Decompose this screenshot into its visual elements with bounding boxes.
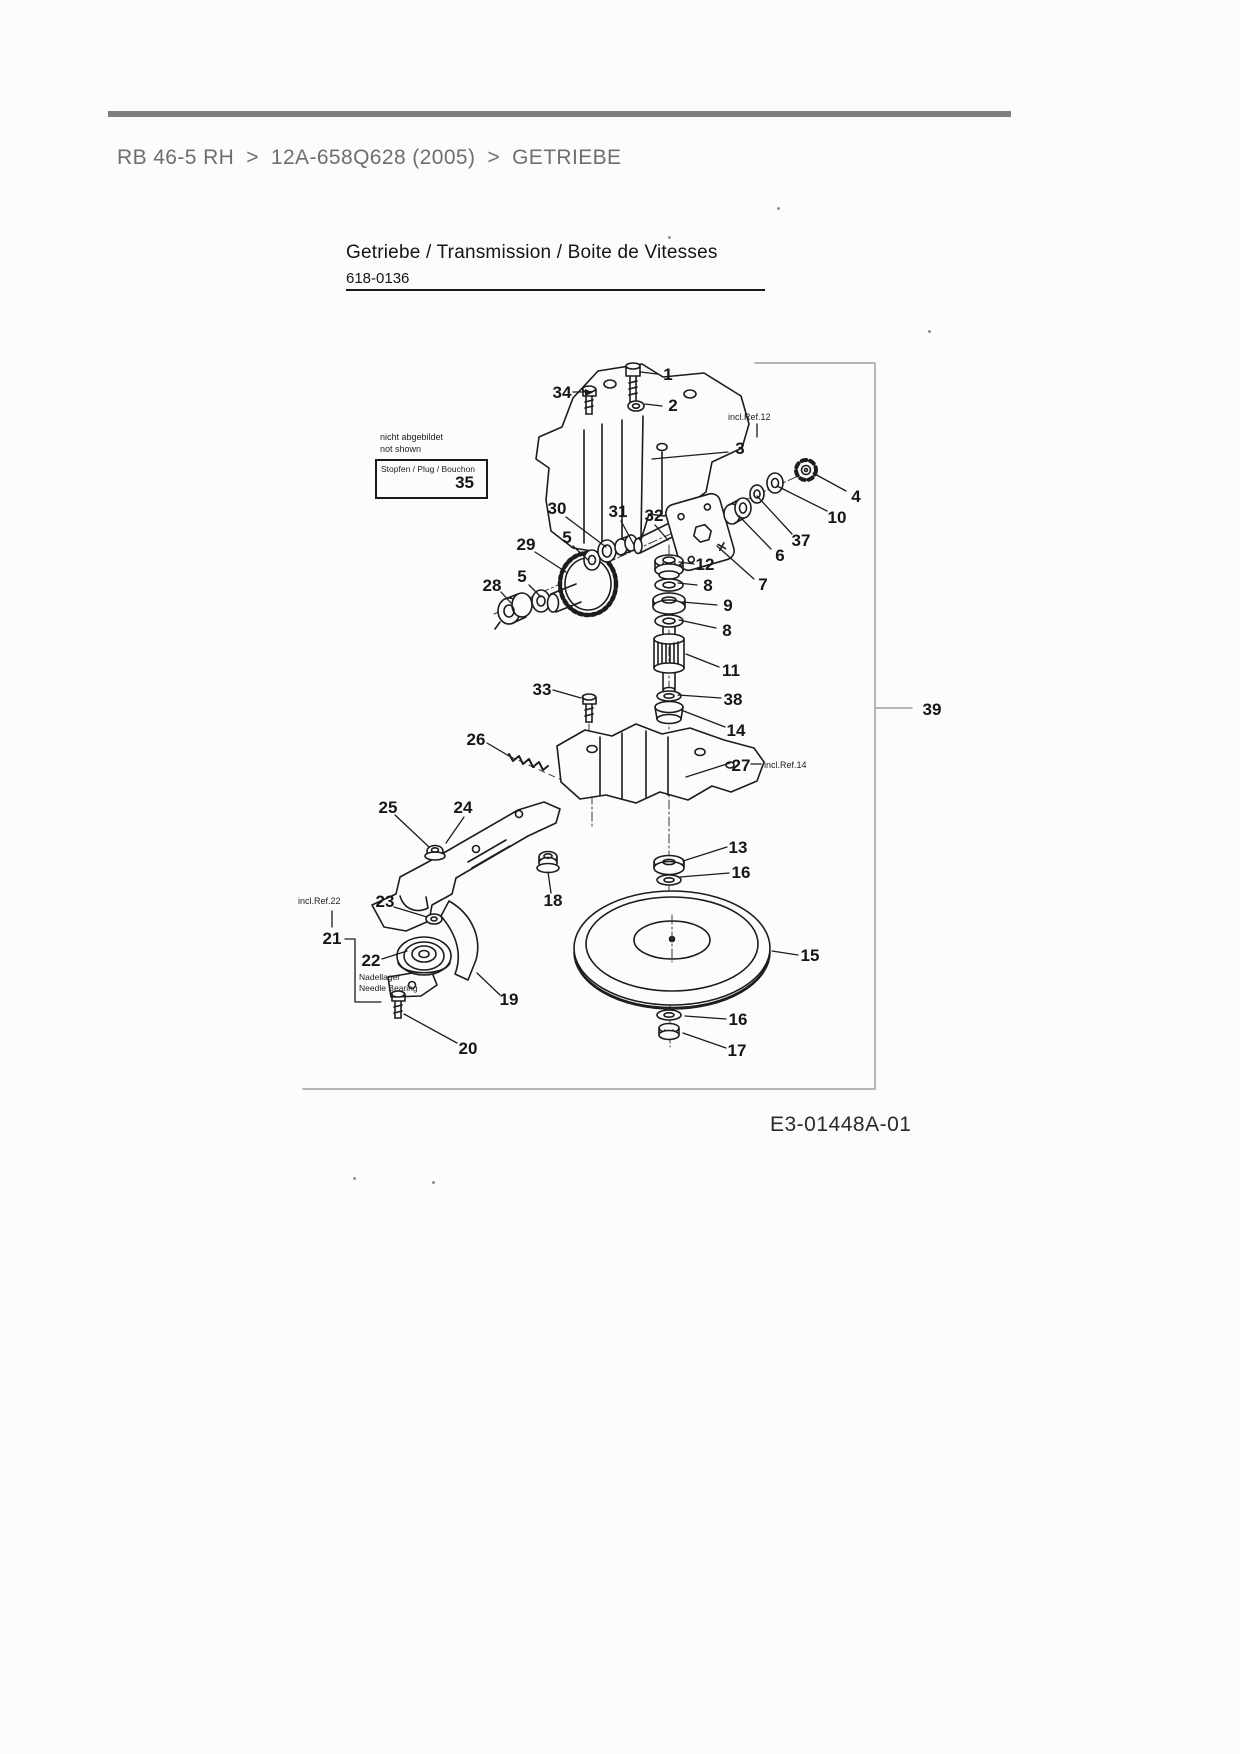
washer-38 [657, 691, 681, 701]
callout-19: 19 [499, 990, 519, 1009]
washer-37 [750, 485, 764, 503]
scan-speck [353, 1177, 356, 1180]
callout-37: 37 [791, 531, 811, 550]
callout-33: 33 [532, 680, 552, 699]
drawing-code: E3-01448A-01 [770, 1113, 912, 1136]
incl-ref-22-note: incl.Ref.22 [298, 896, 341, 906]
callout-25: 25 [378, 798, 398, 817]
flange-nut-6 [724, 498, 751, 524]
callout-16b: 16 [728, 1010, 748, 1029]
callout-13: 13 [728, 838, 748, 857]
callout-3: 3 [735, 439, 745, 458]
callout-8b: 8 [722, 621, 732, 640]
washer-8-upper [655, 579, 683, 591]
nut-17 [659, 1024, 679, 1040]
callout-38: 38 [723, 690, 743, 709]
washer-23 [426, 914, 442, 924]
breadcrumb-separator: > [246, 146, 259, 169]
needle-bearing-note [359, 972, 418, 994]
callout-10: 10 [827, 508, 847, 527]
callout-29: 29 [516, 535, 536, 554]
nut-25 [425, 846, 445, 861]
needle-bearing-en: Needle Bearing [359, 983, 418, 994]
washer-16-lower [657, 1010, 681, 1020]
callout-14: 14 [726, 721, 746, 740]
scan-speck [668, 236, 671, 239]
callout-30: 30 [547, 499, 567, 518]
callout-8a: 8 [703, 576, 713, 595]
callout-31: 31 [608, 502, 628, 521]
scan-speck [777, 207, 780, 210]
scan-speck [928, 330, 931, 333]
breadcrumb-model[interactable]: RB 46-5 RH [117, 146, 235, 169]
washer-8-lower [655, 615, 683, 627]
bearing-cup-14 [655, 702, 683, 724]
callout-15: 15 [800, 946, 820, 965]
breadcrumb-section: GETRIEBE [512, 146, 622, 169]
not-shown-en: not shown [380, 443, 422, 454]
callout-12: 12 [695, 555, 715, 574]
incl-ref-12-note: incl.Ref.12 [728, 412, 771, 422]
bolt-20 [392, 991, 406, 1018]
callout-11: 11 [722, 661, 740, 680]
diagram-title: Getriebe / Transmission / Boite de Vitesses [346, 242, 718, 263]
callout-7: 7 [758, 575, 768, 594]
washer-10 [767, 473, 783, 493]
callout-23: 23 [375, 892, 395, 911]
callout-6: 6 [775, 546, 785, 565]
callout-26: 26 [466, 730, 486, 749]
callout-32: 32 [644, 506, 664, 525]
diagram-part-number: 618-0136 [346, 270, 410, 287]
callout-4: 4 [851, 487, 861, 506]
scan-speck [432, 1181, 435, 1184]
plug-note-box [375, 459, 488, 499]
incl-ref-14-note: incl.Ref.14 [764, 760, 807, 770]
star-coupling-4 [796, 460, 816, 480]
needle-bearing-22 [397, 937, 451, 975]
callout-1: 1 [663, 365, 673, 384]
flange-nut-12 [655, 555, 683, 579]
callout-20: 20 [458, 1039, 478, 1058]
callout-24: 24 [453, 798, 473, 817]
needle-bearing-de: Nadellager [359, 972, 401, 982]
idler-bracket-24 [372, 802, 560, 931]
bolt-33 [583, 694, 597, 722]
callout-34: 34 [552, 383, 572, 402]
flanged-nut-18 [537, 852, 559, 873]
callout-28: 28 [482, 576, 502, 595]
end-cap-28 [495, 593, 532, 629]
callout-18: 18 [543, 891, 563, 910]
not-shown-de: nicht abgebildet [380, 432, 444, 442]
callout-16a: 16 [731, 863, 751, 882]
callout-21: 21 [322, 929, 342, 948]
washer-16-upper [657, 875, 681, 885]
callout-5a: 5 [562, 528, 572, 547]
breadcrumb-separator: > [487, 146, 501, 169]
callout-17: 17 [727, 1041, 747, 1060]
plug-label: Stopfen / Plug / Bouchon [381, 464, 476, 474]
callout-2: 2 [668, 396, 678, 415]
callout-5b: 5 [517, 567, 527, 586]
callout-35: 35 [455, 473, 474, 492]
callout-9: 9 [723, 596, 733, 615]
tension-spring-26 [509, 754, 548, 770]
callout-39: 39 [922, 700, 942, 719]
not-shown-note [380, 432, 443, 455]
callout-27: 27 [731, 756, 751, 775]
breadcrumb-variant[interactable]: 12A-658Q628 (2005) [270, 146, 476, 169]
washer-13 [654, 856, 684, 875]
bearing-9 [653, 593, 685, 614]
washer-2 [628, 401, 644, 411]
callout-22: 22 [361, 951, 381, 970]
